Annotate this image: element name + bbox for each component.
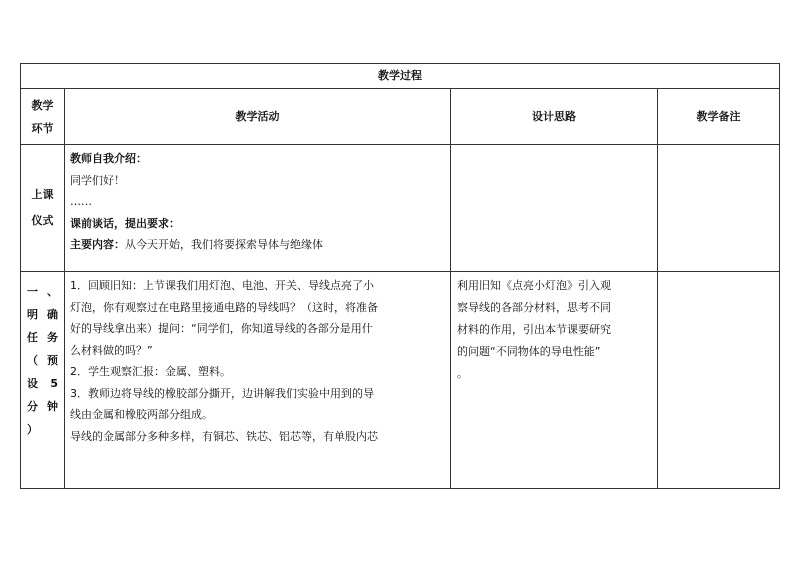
row1-notes (658, 145, 780, 272)
row2-stage-char: 务 (47, 331, 58, 344)
header-activity: 教学活动 (65, 89, 451, 145)
row1-stage (21, 145, 65, 272)
row1-design (451, 145, 658, 272)
row2-stage-char: 一 (27, 285, 38, 298)
row2-design-line: 。 (457, 367, 468, 380)
row2-stage-char: 分 (27, 400, 38, 413)
row2-activity-line: 灯泡，你有观察过在电路里接通电路的导线吗？（这时，将准备 (70, 300, 378, 314)
row2-design (451, 272, 658, 489)
row2-stage-line (21, 303, 64, 326)
row2-activity-line: 线由金属和橡胶两部分组成。 (70, 408, 213, 421)
row2-activity-line: 1．回顾旧知：上节课我们用灯泡、电池、开关、导线点亮了小 (70, 279, 374, 292)
row2-notes (658, 272, 780, 489)
title-row (21, 64, 780, 89)
row2-activity-line: 3．教师边将导线的橡胶部分撕开，边讲解我们实验中用到的导 (70, 386, 374, 400)
row2-stage-char: （ (27, 354, 38, 367)
row2-design-line: 材料的作用，引出本节课要研究 (457, 323, 611, 336)
row2-design-line: 的问题“不同物体的导电性能” (457, 345, 601, 358)
row2-activity (65, 272, 451, 489)
row2-stage-char: 设 (27, 377, 38, 390)
row1-activity-line: 同学们好！ (70, 173, 125, 187)
row1-activity-emphasis: 主要内容： (70, 238, 125, 251)
row2-activity-line: 好的导线拿出来）提问：“同学们，你知道导线的各部分是用什 (70, 322, 373, 335)
teaching-process-table (20, 63, 780, 489)
header-stage-line1: 教学 (31, 98, 54, 112)
header-notes: 教学备注 (658, 89, 780, 145)
row1-activity-line: 课前谈话，提出要求： (70, 216, 180, 230)
row2-stage-char: 、 (47, 285, 58, 298)
row2-stage-line (21, 326, 64, 349)
row1-stage-line1: 上课 (31, 188, 54, 201)
row2-stage-line (21, 418, 64, 441)
header-design: 设计思路 (451, 89, 658, 145)
row2-design-line: 察导线的各部分材料，思考不同 (457, 301, 611, 314)
row1-activity-line (70, 234, 446, 256)
row2-design-line: 利用旧知《点亮小灯泡》引入观 (457, 279, 611, 292)
header-stage-line2: 环节 (31, 121, 54, 135)
row2-activity-line: 么材料做的吗？” (70, 343, 153, 357)
row2-stage-char: 预 (47, 354, 58, 367)
row1-stage-line2: 仪式 (31, 214, 54, 227)
row2-stage-char: 任 (27, 331, 38, 344)
row2-stage-char: 5 (50, 377, 58, 390)
row1-activity-text: 从今天开始，我们将要探索导体与绝缘体 (125, 238, 323, 251)
row2-stage-line (21, 372, 64, 395)
header-row (21, 89, 780, 145)
row2-stage-line (21, 395, 64, 418)
row2-stage (21, 272, 65, 489)
row2-stage-char: 钟 (47, 400, 58, 413)
row2-stage-line (21, 280, 64, 303)
table-title: 教学过程 (21, 64, 780, 89)
row2-stage-line (21, 349, 64, 372)
table-row (21, 272, 780, 489)
row2-activity-line: 导线的金属部分多种多样，有铜芯、铁芯、铝芯等，有单股内芯 (70, 429, 378, 443)
table-row (21, 145, 780, 272)
row2-stage-char: 确 (47, 308, 58, 321)
row2-stage-char: ） (27, 423, 38, 436)
row1-activity-line: 教师自我介绍： (70, 152, 147, 165)
row2-activity-line: 2．学生观察汇报：金属、塑料。 (70, 365, 231, 378)
row1-activity-line: …… (70, 195, 92, 208)
row2-stage-char: 明 (27, 308, 38, 321)
header-stage (21, 89, 65, 145)
row1-activity (65, 145, 451, 272)
